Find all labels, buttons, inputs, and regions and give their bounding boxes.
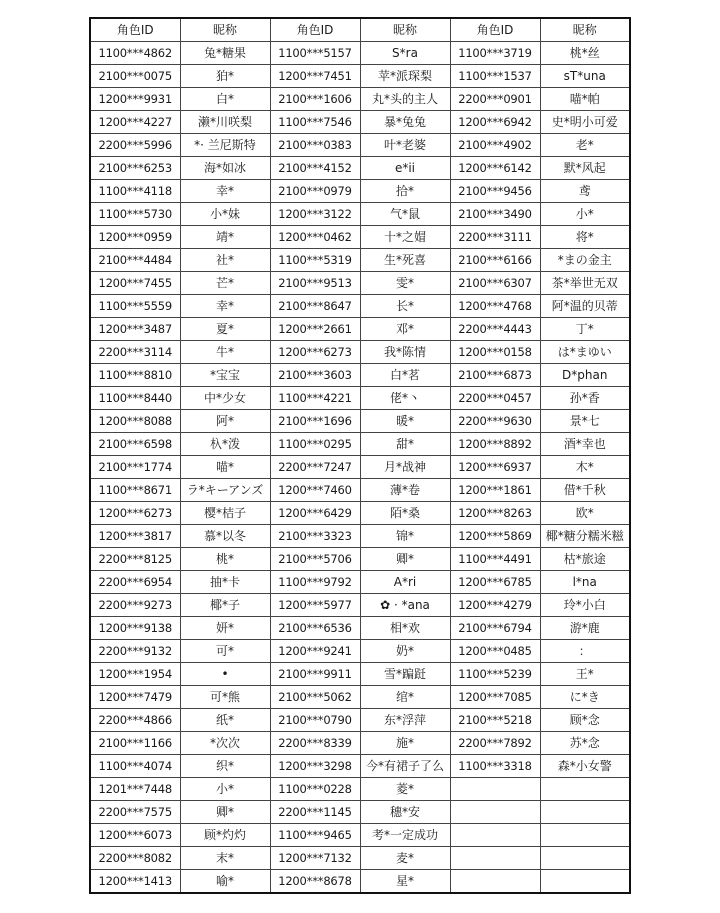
role-id-cell: 1100***3318 xyxy=(450,755,540,778)
table-row xyxy=(90,157,630,180)
column-header-nickname: 昵称 xyxy=(180,18,270,42)
column-header-role-id: 角色ID xyxy=(450,18,540,42)
table-row xyxy=(90,617,630,640)
role-id-cell: 2100***4902 xyxy=(450,134,540,157)
nickname-cell: ✿ · *ana xyxy=(360,594,450,617)
role-id-cell xyxy=(450,801,540,824)
nickname-cell: A*ri xyxy=(360,571,450,594)
role-id-cell: 1100***5559 xyxy=(90,295,180,318)
role-id-cell: 2100***3323 xyxy=(270,525,360,548)
table-row xyxy=(90,686,630,709)
table-row xyxy=(90,801,630,824)
role-id-cell: 1100***4074 xyxy=(90,755,180,778)
nickname-cell: 气*鼠 xyxy=(360,203,450,226)
nickname-cell: 麦* xyxy=(360,847,450,870)
table-row xyxy=(90,65,630,88)
nickname-cell: 拾* xyxy=(360,180,450,203)
role-id-cell: 1100***9792 xyxy=(270,571,360,594)
role-id-cell: 2200***9273 xyxy=(90,594,180,617)
role-id-cell: 2100***5218 xyxy=(450,709,540,732)
nickname-cell: 今*有裙子了么 xyxy=(360,755,450,778)
nickname-cell: 织* xyxy=(180,755,270,778)
role-id-cell: 1200***1954 xyxy=(90,663,180,686)
table-row xyxy=(90,203,630,226)
nickname-cell: 阿* xyxy=(180,410,270,433)
role-id-cell: 1200***9241 xyxy=(270,640,360,663)
nickname-cell: 老* xyxy=(540,134,630,157)
nickname-cell: 白*茗 xyxy=(360,364,450,387)
nickname-cell: 奶* xyxy=(360,640,450,663)
role-id-cell: 2200***7575 xyxy=(90,801,180,824)
nickname-cell: *次次 xyxy=(180,732,270,755)
nickname-cell: 兔*糖果 xyxy=(180,42,270,65)
table-row xyxy=(90,341,630,364)
role-id-cell: 1200***7460 xyxy=(270,479,360,502)
role-id-cell: 2100***6794 xyxy=(450,617,540,640)
nickname-cell xyxy=(540,801,630,824)
role-id-cell: 1200***5869 xyxy=(450,525,540,548)
nickname-cell: 锦* xyxy=(360,525,450,548)
role-id-cell: 2100***6166 xyxy=(450,249,540,272)
role-id-cell: 1100***1537 xyxy=(450,65,540,88)
nickname-cell: 末* xyxy=(180,847,270,870)
role-id-cell: 1200***6273 xyxy=(90,502,180,525)
column-header-role-id: 角色ID xyxy=(270,18,360,42)
table-row xyxy=(90,755,630,778)
role-id-cell: 1100***3719 xyxy=(450,42,540,65)
nickname-cell: 茶*举世无双 xyxy=(540,272,630,295)
nickname-cell: 王* xyxy=(540,663,630,686)
table-row xyxy=(90,272,630,295)
nickname-cell: 阿*温的贝蒂 xyxy=(540,295,630,318)
role-id-cell: 2100***8647 xyxy=(270,295,360,318)
role-id-cell: 1200***0158 xyxy=(450,341,540,364)
nickname-cell: 苹*派琛梨 xyxy=(360,65,450,88)
nickname-cell: 暖* xyxy=(360,410,450,433)
role-id-cell: 2200***0901 xyxy=(450,88,540,111)
table-row xyxy=(90,525,630,548)
role-id-cell: 1100***8810 xyxy=(90,364,180,387)
column-header-role-id: 角色ID xyxy=(90,18,180,42)
nickname-cell: • xyxy=(180,663,270,686)
role-id-cell: 2200***9132 xyxy=(90,640,180,663)
table-row xyxy=(90,249,630,272)
role-id-cell: 2100***6536 xyxy=(270,617,360,640)
role-id-cell: 2100***0075 xyxy=(90,65,180,88)
role-id-cell xyxy=(450,870,540,894)
role-id-cell: 2100***6873 xyxy=(450,364,540,387)
table-row xyxy=(90,134,630,157)
role-id-cell: 1200***1413 xyxy=(90,870,180,894)
role-id-cell: 1100***4491 xyxy=(450,548,540,571)
nickname-cell xyxy=(540,824,630,847)
table-row xyxy=(90,387,630,410)
role-id-cell: 1100***0295 xyxy=(270,433,360,456)
role-id-cell: 1200***6937 xyxy=(450,456,540,479)
table-row xyxy=(90,318,630,341)
nickname-cell: 狛* xyxy=(180,65,270,88)
role-id-cell: 2200***5996 xyxy=(90,134,180,157)
column-header-nickname: 昵称 xyxy=(540,18,630,42)
role-id-cell xyxy=(450,824,540,847)
nickname-cell: 桃*丝 xyxy=(540,42,630,65)
nickname-cell: 星* xyxy=(360,870,450,894)
role-id-cell: 1100***5239 xyxy=(450,663,540,686)
nickname-cell: 椰*子 xyxy=(180,594,270,617)
nickname-cell: 月*战神 xyxy=(360,456,450,479)
role-id-cell: 1200***8263 xyxy=(450,502,540,525)
role-id-cell: 1100***0228 xyxy=(270,778,360,801)
nickname-cell: 游*鹿 xyxy=(540,617,630,640)
table-row xyxy=(90,226,630,249)
nickname-cell: 丁* xyxy=(540,318,630,341)
role-id-cell: 1200***7455 xyxy=(90,272,180,295)
role-id-cell: 2100***3490 xyxy=(450,203,540,226)
nickname-cell: l*na xyxy=(540,571,630,594)
role-id-cell: 1200***3298 xyxy=(270,755,360,778)
nickname-cell: 顾*灼灼 xyxy=(180,824,270,847)
winners-table xyxy=(89,17,631,894)
nickname-cell: 木* xyxy=(540,456,630,479)
nickname-cell: 喵*帕 xyxy=(540,88,630,111)
role-id-cell: 1100***4118 xyxy=(90,180,180,203)
table-row xyxy=(90,364,630,387)
nickname-cell: 慕*以冬 xyxy=(180,525,270,548)
table-row xyxy=(90,778,630,801)
nickname-cell: 史*明小可爱 xyxy=(540,111,630,134)
role-id-cell: 1200***6785 xyxy=(450,571,540,594)
role-id-cell: 1200***8892 xyxy=(450,433,540,456)
role-id-cell: 1100***8440 xyxy=(90,387,180,410)
role-id-cell: 1200***3122 xyxy=(270,203,360,226)
nickname-cell: D*phan xyxy=(540,364,630,387)
role-id-cell: 2100***3603 xyxy=(270,364,360,387)
role-id-cell: 2100***5062 xyxy=(270,686,360,709)
nickname-cell: 卿* xyxy=(180,801,270,824)
nickname-cell: *まの金主 xyxy=(540,249,630,272)
nickname-cell: 长* xyxy=(360,295,450,318)
nickname-cell: 可*熊 xyxy=(180,686,270,709)
nickname-cell: *宝宝 xyxy=(180,364,270,387)
nickname-cell: 夏* xyxy=(180,318,270,341)
role-id-cell: 1100***4862 xyxy=(90,42,180,65)
table-row xyxy=(90,709,630,732)
nickname-cell: 陌*桑 xyxy=(360,502,450,525)
role-id-cell: 1200***6942 xyxy=(450,111,540,134)
role-id-cell: 2100***4152 xyxy=(270,157,360,180)
nickname-cell xyxy=(540,870,630,894)
table-row xyxy=(90,410,630,433)
role-id-cell: 1200***7479 xyxy=(90,686,180,709)
table-row xyxy=(90,824,630,847)
role-id-cell xyxy=(450,847,540,870)
role-id-cell: 1200***4227 xyxy=(90,111,180,134)
table-row xyxy=(90,42,630,65)
role-id-cell: 1200***0462 xyxy=(270,226,360,249)
role-id-cell: 2100***6307 xyxy=(450,272,540,295)
role-id-cell: 1200***7451 xyxy=(270,65,360,88)
role-id-cell: 1200***8678 xyxy=(270,870,360,894)
table-row xyxy=(90,88,630,111)
role-id-cell: 1200***4279 xyxy=(450,594,540,617)
role-id-cell: 2100***4484 xyxy=(90,249,180,272)
nickname-cell: 樱*桔子 xyxy=(180,502,270,525)
role-id-cell: 2100***0790 xyxy=(270,709,360,732)
nickname-cell: 芒* xyxy=(180,272,270,295)
nickname-cell: 濑*川咲梨 xyxy=(180,111,270,134)
table-row xyxy=(90,456,630,479)
nickname-cell: sT*una xyxy=(540,65,630,88)
nickname-cell: 纸* xyxy=(180,709,270,732)
table-row xyxy=(90,502,630,525)
role-id-cell: 1200***8088 xyxy=(90,410,180,433)
nickname-cell: 邓* xyxy=(360,318,450,341)
role-id-cell: 2200***3114 xyxy=(90,341,180,364)
nickname-cell: 小*妹 xyxy=(180,203,270,226)
nickname-cell: 欧* xyxy=(540,502,630,525)
role-id-cell: 1100***9465 xyxy=(270,824,360,847)
role-id-cell: 1200***9138 xyxy=(90,617,180,640)
nickname-cell xyxy=(540,847,630,870)
role-id-cell: 2100***6598 xyxy=(90,433,180,456)
role-id-cell: 1200***6142 xyxy=(450,157,540,180)
role-id-cell: 1100***5730 xyxy=(90,203,180,226)
nickname-cell: 相*欢 xyxy=(360,617,450,640)
nickname-cell: 森*小女警 xyxy=(540,755,630,778)
nickname-cell: 喻* xyxy=(180,870,270,894)
role-id-cell: 1200***5977 xyxy=(270,594,360,617)
nickname-cell: 酒*幸也 xyxy=(540,433,630,456)
nickname-cell: 桃* xyxy=(180,548,270,571)
role-id-cell: 1201***7448 xyxy=(90,778,180,801)
role-id-cell: 1100***7546 xyxy=(270,111,360,134)
role-id-cell: 2200***4866 xyxy=(90,709,180,732)
role-id-cell: 1200***2661 xyxy=(270,318,360,341)
nickname-cell: 孙*香 xyxy=(540,387,630,410)
nickname-cell: 妍* xyxy=(180,617,270,640)
table-row xyxy=(90,732,630,755)
role-id-cell: 2100***1166 xyxy=(90,732,180,755)
nickname-cell: 椰*糖分糯米糍 xyxy=(540,525,630,548)
table-row xyxy=(90,433,630,456)
role-id-cell: 2100***9513 xyxy=(270,272,360,295)
role-id-cell: 2200***7892 xyxy=(450,732,540,755)
nickname-cell: 顾*念 xyxy=(540,709,630,732)
nickname-cell: ラ*キーアンズ xyxy=(180,479,270,502)
role-id-cell: 2200***6954 xyxy=(90,571,180,594)
nickname-cell: 抽*卡 xyxy=(180,571,270,594)
nickname-cell: 海*如冰 xyxy=(180,157,270,180)
header-row xyxy=(90,18,630,42)
role-id-cell: 1200***0485 xyxy=(450,640,540,663)
column-header-nickname: 昵称 xyxy=(360,18,450,42)
role-id-cell: 1200***7132 xyxy=(270,847,360,870)
table-row xyxy=(90,479,630,502)
role-id-cell: 1200***6429 xyxy=(270,502,360,525)
role-id-cell: 2200***0457 xyxy=(450,387,540,410)
role-id-cell: 1200***3487 xyxy=(90,318,180,341)
role-id-cell: 1200***1861 xyxy=(450,479,540,502)
nickname-cell: 白* xyxy=(180,88,270,111)
nickname-cell: 默*风起 xyxy=(540,157,630,180)
nickname-cell: 薄*卷 xyxy=(360,479,450,502)
nickname-cell: 十*之媢 xyxy=(360,226,450,249)
nickname-cell: 苏*念 xyxy=(540,732,630,755)
table-row xyxy=(90,870,630,894)
role-id-cell: 1100***8671 xyxy=(90,479,180,502)
nickname-cell: ： xyxy=(540,640,630,663)
table-row xyxy=(90,663,630,686)
nickname-cell: に*き xyxy=(540,686,630,709)
nickname-cell: 将* xyxy=(540,226,630,249)
nickname-cell: 叶*老婆 xyxy=(360,134,450,157)
nickname-cell: 鸢 xyxy=(540,180,630,203)
nickname-cell: 我*陈情 xyxy=(360,341,450,364)
nickname-cell: 小* xyxy=(180,778,270,801)
nickname-cell: 卿* xyxy=(360,548,450,571)
nickname-cell: 生*死喜 xyxy=(360,249,450,272)
nickname-cell: 绾* xyxy=(360,686,450,709)
nickname-cell: 杁*泼 xyxy=(180,433,270,456)
role-id-cell: 2200***3111 xyxy=(450,226,540,249)
nickname-cell: 雯* xyxy=(360,272,450,295)
role-id-cell: 1100***5157 xyxy=(270,42,360,65)
table-row xyxy=(90,594,630,617)
role-id-cell: 2100***1696 xyxy=(270,410,360,433)
table-row xyxy=(90,180,630,203)
nickname-cell: 穗*安 xyxy=(360,801,450,824)
role-id-cell: 1200***6073 xyxy=(90,824,180,847)
role-id-cell: 1200***4768 xyxy=(450,295,540,318)
role-id-cell: 2100***0979 xyxy=(270,180,360,203)
role-id-cell: 2200***1145 xyxy=(270,801,360,824)
nickname-cell: 景*七 xyxy=(540,410,630,433)
nickname-cell: 菱* xyxy=(360,778,450,801)
nickname-cell: 东*浮萍 xyxy=(360,709,450,732)
table-body xyxy=(90,42,630,894)
role-id-cell: 2200***7247 xyxy=(270,456,360,479)
role-id-cell: 2200***8339 xyxy=(270,732,360,755)
role-id-cell: 2100***1606 xyxy=(270,88,360,111)
role-id-cell: 2100***6253 xyxy=(90,157,180,180)
role-id-cell: 1100***5319 xyxy=(270,249,360,272)
nickname-cell: e*ii xyxy=(360,157,450,180)
nickname-cell: 喵* xyxy=(180,456,270,479)
role-id-cell: 2200***4443 xyxy=(450,318,540,341)
nickname-cell: 可* xyxy=(180,640,270,663)
nickname-cell: 借*千秋 xyxy=(540,479,630,502)
nickname-cell: 甜* xyxy=(360,433,450,456)
role-id-cell: 1200***9931 xyxy=(90,88,180,111)
nickname-cell: 暴*兔兔 xyxy=(360,111,450,134)
nickname-cell: S*ra xyxy=(360,42,450,65)
role-id-cell: 2100***9456 xyxy=(450,180,540,203)
table-row xyxy=(90,847,630,870)
nickname-cell: 靖* xyxy=(180,226,270,249)
role-id-cell xyxy=(450,778,540,801)
table-row xyxy=(90,548,630,571)
nickname-cell: 小* xyxy=(540,203,630,226)
role-id-cell: 2100***5706 xyxy=(270,548,360,571)
role-id-cell: 1100***4221 xyxy=(270,387,360,410)
nickname-cell: *· 兰尼斯特 xyxy=(180,134,270,157)
role-id-cell: 2100***1774 xyxy=(90,456,180,479)
nickname-cell: 雪*蹁跹 xyxy=(360,663,450,686)
nickname-cell: 幸* xyxy=(180,295,270,318)
table-row xyxy=(90,571,630,594)
role-id-cell: 2200***9630 xyxy=(450,410,540,433)
nickname-cell: 丸*头的主人 xyxy=(360,88,450,111)
table-row xyxy=(90,111,630,134)
nickname-cell: 牛* xyxy=(180,341,270,364)
role-id-cell: 2100***9911 xyxy=(270,663,360,686)
nickname-cell: 玲*小白 xyxy=(540,594,630,617)
nickname-cell: は*まゆい xyxy=(540,341,630,364)
nickname-cell xyxy=(540,778,630,801)
nickname-cell: 幸* xyxy=(180,180,270,203)
role-id-cell: 1200***0959 xyxy=(90,226,180,249)
table-row xyxy=(90,640,630,663)
role-id-cell: 2200***8125 xyxy=(90,548,180,571)
nickname-cell: 施* xyxy=(360,732,450,755)
role-id-cell: 1200***7085 xyxy=(450,686,540,709)
role-id-cell: 1200***3817 xyxy=(90,525,180,548)
nickname-cell: 中*少女 xyxy=(180,387,270,410)
nickname-cell: 佬*丶 xyxy=(360,387,450,410)
nickname-cell: 考*一定成功 xyxy=(360,824,450,847)
role-id-cell: 1200***6273 xyxy=(270,341,360,364)
role-id-cell: 2100***0383 xyxy=(270,134,360,157)
nickname-cell: 枯*旅途 xyxy=(540,548,630,571)
nickname-cell: 社* xyxy=(180,249,270,272)
role-id-cell: 2200***8082 xyxy=(90,847,180,870)
table-row xyxy=(90,295,630,318)
